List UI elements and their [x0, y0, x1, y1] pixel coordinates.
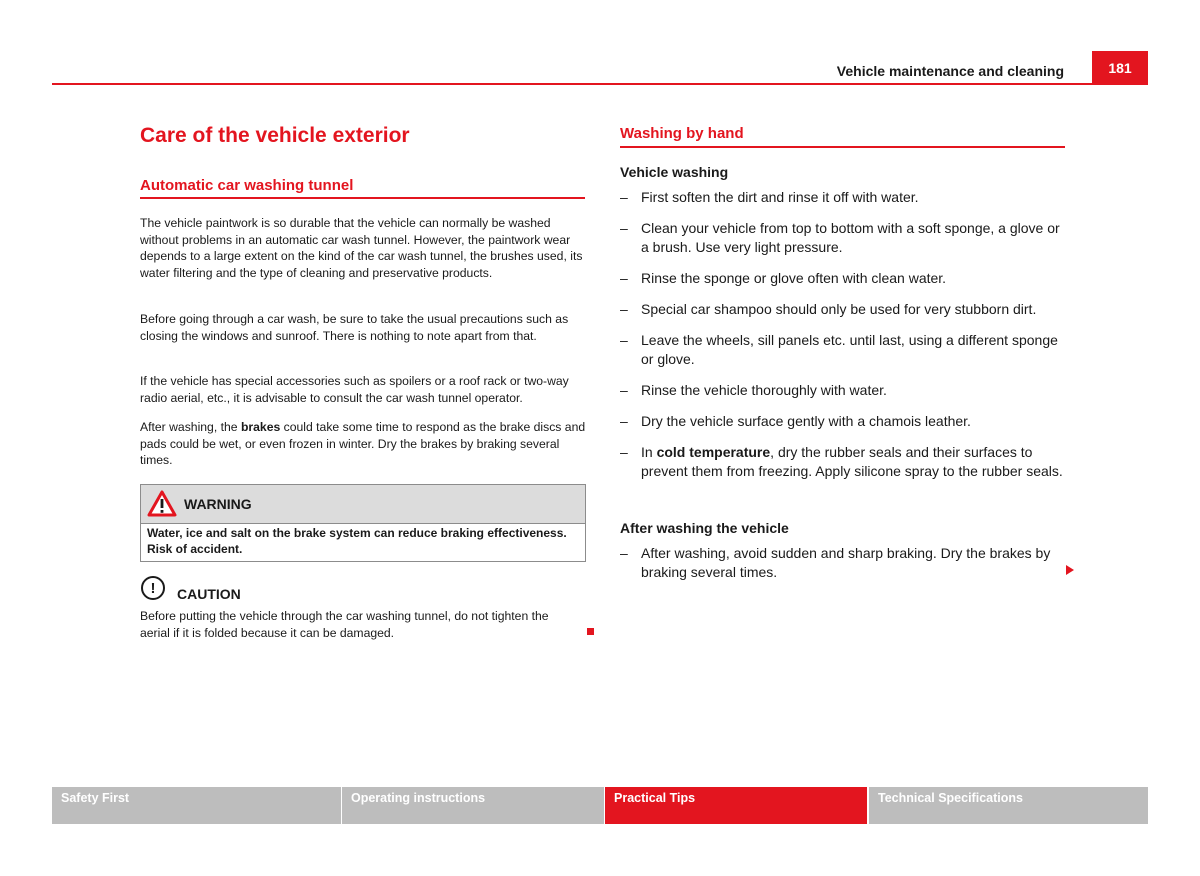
list-item: – Rinse the sponge or glove often with clean water.: [620, 270, 947, 286]
page-number: 181: [1092, 51, 1148, 85]
bold-cold-temperature: cold temperature: [656, 444, 771, 460]
section-end-marker: [587, 628, 594, 635]
caution-title: CAUTION: [177, 586, 241, 602]
heading-rule: [620, 146, 1065, 148]
paragraph-paintwork: The vehicle paintwork is so durable that the vehicle can normally be washed without problems in an automatic car wash tunnel. However, the paintwork wear depends to a large extent on the kind of the car wash tunnel, the brushes used, its water filtering and the type of cleaning and preservative products.: [140, 216, 583, 280]
list-item: – Rinse the vehicle thoroughly with water.: [620, 382, 887, 398]
list-item: – Leave the wheels, sill panels etc. until last, using a different sponge or glove.: [620, 332, 1058, 367]
after-washing-list: [620, 544, 1066, 582]
subheading-rule: [140, 197, 585, 199]
warning-box: [140, 484, 586, 562]
list-item: – Dry the vehicle surface gently with a chamois leather.: [620, 413, 971, 429]
header-rule: [52, 83, 1148, 85]
warning-triangle-icon: [147, 490, 177, 517]
list-item: – First soften the dirt and rinse it off with water.: [620, 189, 919, 205]
warning-text: Water, ice and salt on the brake system can reduce braking effectiveness. Risk of accident.: [147, 526, 567, 556]
tab-safety-first[interactable]: Safety First: [52, 787, 341, 824]
paragraph-brakes: After washing, the brakes could take some time to respond as the brake discs and pads could be wet, or even frozen in winter. Dry the brakes by braking several times.: [140, 420, 586, 467]
bold-brakes: brakes: [240, 420, 281, 434]
subheading-vehicle-washing: Vehicle washing: [620, 164, 729, 180]
warning-header: [141, 485, 585, 524]
list-item: – Special car shampoo should only be used for very stubborn dirt.: [620, 301, 1037, 317]
tab-operating-instructions[interactable]: Operating instructions: [342, 787, 604, 824]
list-item: – Clean your vehicle from top to bottom with a soft sponge, a glove or a brush. Use very light pressure.: [620, 220, 1060, 255]
tab-practical-tips[interactable]: Practical Tips: [605, 787, 867, 824]
paragraph-precautions: Before going through a car wash, be sure to take the usual precautions such as closing the windows and sunroof. There is nothing to note apart from that.: [140, 312, 569, 343]
subheading-car-wash-tunnel: Automatic car washing tunnel: [140, 177, 354, 194]
caution-text: Before putting the vehicle through the car washing tunnel, do not tighten the aerial if it is folded because it can be damaged.: [140, 609, 549, 640]
subheading-after-washing: After washing the vehicle: [620, 520, 789, 536]
section-title: Vehicle maintenance and cleaning: [836, 63, 1064, 79]
warning-title: WARNING: [184, 496, 252, 512]
heading-washing-by-hand: Washing by hand: [620, 125, 744, 142]
list-item: – After washing, avoid sudden and sharp braking. Dry the brakes by braking several times.: [620, 545, 1051, 580]
caution-icon: !: [141, 576, 165, 600]
continue-arrow-icon: [1066, 565, 1074, 575]
washing-steps-list: [620, 188, 1066, 481]
page-title: Care of the vehicle exterior: [140, 124, 410, 147]
list-item: – In cold temperature, dry the rubber seals and their surfaces to prevent them from freezing. Apply silicone spray to the rubber seals.: [620, 444, 1063, 479]
tab-technical-specifications[interactable]: Technical Specifications: [869, 787, 1148, 824]
paragraph-accessories: If the vehicle has special accessories such as spoilers or a roof rack or two-way radio aerial, etc., it is advisable to consult the car wash tunnel operator.: [140, 374, 569, 405]
